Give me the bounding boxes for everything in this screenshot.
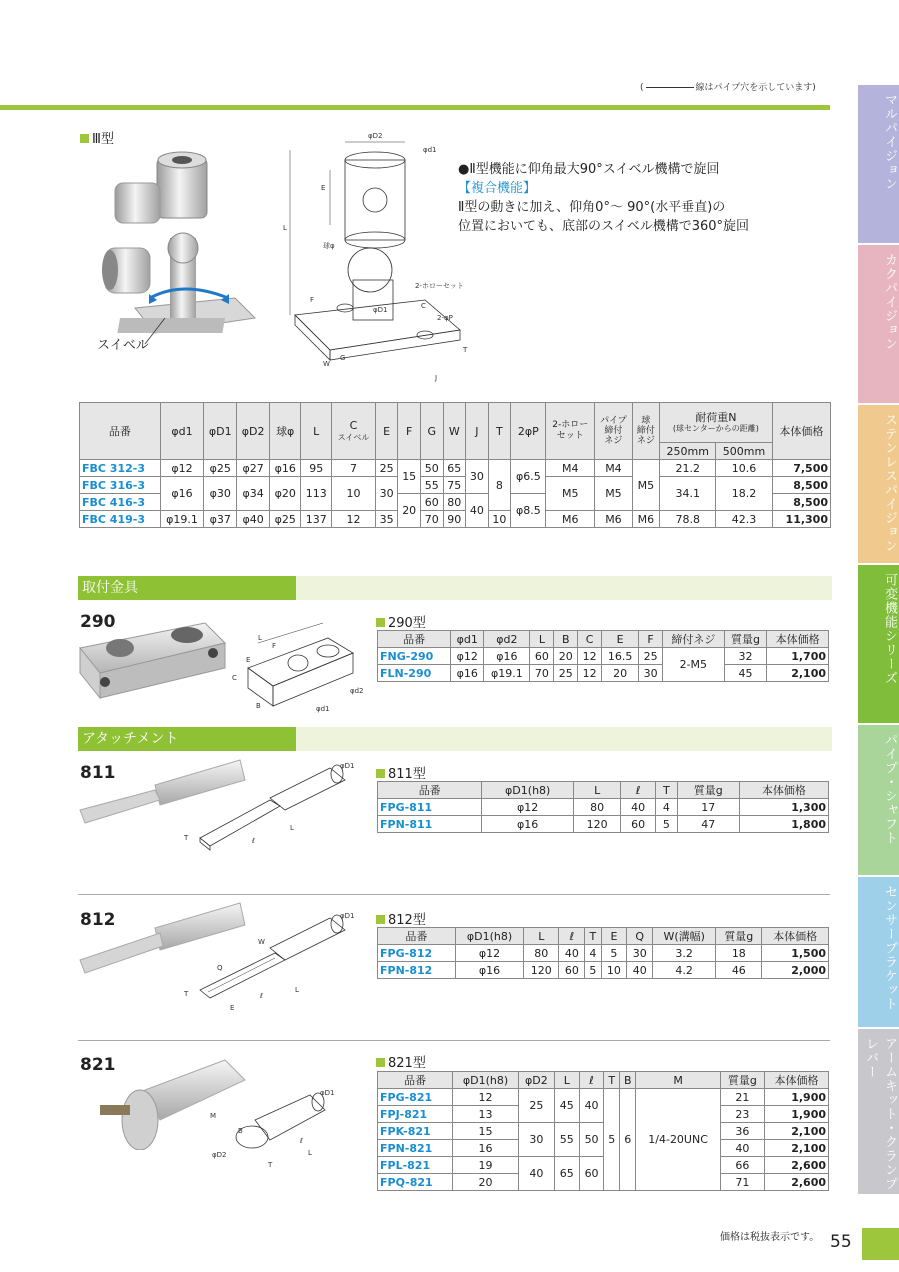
page-number-tab <box>862 1228 899 1260</box>
dim-label-L: L <box>308 1149 312 1157</box>
a821-type-label: 821型 <box>376 1052 426 1071</box>
table-row: FPN-812 φ16 120 60 5 10 40 4.2 46 2,000 <box>378 962 829 979</box>
dim-label-l: ℓ <box>252 837 255 845</box>
pipe-line-note: ( 線はパイプ穴を示しています) <box>640 83 816 93</box>
dim-label-hollow-set: 2-ホローセット <box>415 282 464 290</box>
dim-label-B: B <box>256 702 261 710</box>
a812-number: 812 <box>80 910 116 930</box>
a812-table: 品番 φD1(h8) L ℓ T E Q W(溝幅) 質量g 本体価格 FPG-812 φ12 80 40 4 5 30 3.2 18 1,500 FPN-812 φ16 120 60 5 10 40 4.2 46 2,000 <box>377 927 829 979</box>
dim-label-D1: φD1 <box>320 1089 335 1097</box>
dim-label-l: ℓ <box>260 992 263 1000</box>
mount-290-photo <box>75 618 230 703</box>
dim-label-C: C <box>421 302 426 310</box>
dim-label-T: T <box>184 834 189 842</box>
dim-label-P: 2-φP <box>437 314 453 322</box>
dim-label-T: T <box>268 1161 273 1169</box>
sidebar-tab-marupaijon[interactable]: マルパイジョン <box>858 85 899 243</box>
dim-label-F: F <box>310 296 315 304</box>
desc-head: 【複合機能】 <box>458 181 537 196</box>
dim-label-M: M <box>210 1112 217 1120</box>
dim-label-l: ℓ <box>300 1137 303 1145</box>
dim-label-E: E <box>230 1004 235 1012</box>
section-mount: 取付金具 <box>78 576 832 600</box>
table-row: FPL-821 19 40 65 60 66 2,600 <box>378 1157 829 1174</box>
table-row: FPJ-821 13 23 1,900 <box>378 1106 829 1123</box>
a812-type-label: 812型 <box>376 909 426 928</box>
table-row: FPQ-821 20 71 2,600 <box>378 1174 829 1191</box>
a811-diagram <box>180 758 360 873</box>
mount-number: 290 <box>80 612 116 632</box>
mount-290-table: 品番 φd1 φd2 L B C E F 締付ネジ 質量g 本体価格 FNG-290 φ12 φ16 60 20 12 16.5 25 2-M5 32 1,700 FLN-290 φ16 φ19.1 70 25 12 20 30 45 2,100 <box>377 630 829 682</box>
table-row: FBC 316-3 φ16 φ30 φ34 φ20 113 10 30 55 75 M5 M5 34.1 18.2 8,500 <box>80 477 831 494</box>
dim-label-d1: φd1 <box>423 146 437 154</box>
dim-label-Q: Q <box>217 964 223 972</box>
table-row: FNG-290 φ12 φ16 60 20 12 16.5 25 2-M5 32 1,700 <box>378 648 829 665</box>
dim-label-d2: φd2 <box>350 687 364 695</box>
dim-label-L: L <box>295 986 299 994</box>
dim-label-ball: 球φ <box>323 242 335 250</box>
table-row: FPG-821 12 25 45 40 5 6 1/4-20UNC 21 1,900 <box>378 1089 829 1106</box>
dim-label-T: T <box>463 346 468 354</box>
type3-spec-table: 品番 φd1 φD1 φD2 球φ L C スイベル E F G W J T 2φP 2-ホロー セット パイプ 締付 ネジ 球 締付 ネジ 耐荷重N (球センターからの距離) 本体価格 250mm 500mm FBC 312-3 φ12 φ25 φ27 φ16 95 7 25 15 50 65 30 8 φ6.5 M4 M4 M5 21.2 10.6 7,500 FBC 316-3 φ16 φ30 φ34 φ20 113 10 30 55 75 M5 M5 34.1 18.2 8,500 FBC 416-3 20 60 80 40 φ8.5 8,500 FBC 419-3 φ19.1 φ37 φ40 φ25 137 12 35 70 90 10 M6 M6 M6 78.8 42.3 11,300 <box>79 402 831 528</box>
a811-type-label: 811型 <box>376 763 426 782</box>
type3-description <box>458 160 749 236</box>
table-row: FPN-821 16 40 2,100 <box>378 1140 829 1157</box>
dim-label-D1: φD1 <box>340 912 355 920</box>
table-row: FPG-811 φ12 80 40 4 17 1,300 <box>378 799 829 816</box>
table-row: FBC 416-3 20 60 80 40 φ8.5 8,500 <box>80 494 831 511</box>
table-row: FPK-821 15 30 55 50 36 2,100 <box>378 1123 829 1140</box>
a821-number: 821 <box>80 1055 116 1075</box>
dim-label-T: T <box>184 990 189 998</box>
dim-label-J: J <box>435 374 438 382</box>
a811-table: 品番 φD1(h8) L ℓ T 質量g 本体価格 FPG-811 φ12 80 40 4 17 1,300 FPN-811 φ16 120 60 5 47 1,800 <box>377 781 829 833</box>
sidebar-tab-kakupaijon[interactable]: カクパイジョン <box>858 245 899 403</box>
dim-label-D2: φD2 <box>368 132 383 140</box>
divider <box>78 894 830 895</box>
table-row: FBC 419-3 φ19.1 φ37 φ40 φ25 137 12 35 70 90 10 M6 M6 M6 78.8 42.3 11,300 <box>80 511 831 528</box>
dim-label-D2: φD2 <box>212 1151 227 1159</box>
desc-line2: Ⅱ型の動きに加え、仰角0°～ 90°(水平垂直)の <box>458 200 726 215</box>
table-row: FPG-812 φ12 80 40 4 5 30 3.2 18 1,500 <box>378 945 829 962</box>
dim-label-L: L <box>258 634 262 642</box>
dim-label-L: L <box>283 224 287 232</box>
dim-label-W: W <box>258 938 265 946</box>
dim-label-C: C <box>232 674 237 682</box>
dim-label-L: L <box>290 824 294 832</box>
type3-product-photo <box>95 148 270 358</box>
dim-label-F: F <box>272 642 277 650</box>
sidebar-tab-pipe-shaft[interactable]: パイプ・シャフト <box>858 725 899 875</box>
desc-line3: 位置においても、底部のスイベル機構で360°旋回 <box>458 219 750 234</box>
divider <box>78 1040 830 1041</box>
sidebar-tab-variable-series[interactable]: 可変機能シリーズ <box>858 565 899 723</box>
type3-title: Ⅲ型 <box>80 128 114 147</box>
a821-table: 品番 φD1(h8) φD2 L ℓ T B M 質量g 本体価格 FPG-821 12 25 45 40 5 6 1/4-20UNC 21 1,900 FPJ-821 13 23 1,900 FPK-821 15 30 55 50 36 2,100 FPN-821 16 40 2,100 FPL-821 19 40 65 60 66 2,600 FPQ-821 20 71 2,600 <box>377 1071 829 1191</box>
dim-label-E: E <box>246 656 251 664</box>
page-number: 55 <box>830 1232 852 1252</box>
table-row: FBC 312-3 φ12 φ25 φ27 φ16 95 7 25 15 50 65 30 8 φ6.5 M4 M4 M5 21.2 10.6 7,500 <box>80 460 831 477</box>
sidebar-tab-stainless[interactable]: ステンレスパイジョン <box>858 405 899 563</box>
swivel-label: スイベル <box>97 338 149 353</box>
a811-number: 811 <box>80 763 116 783</box>
sidebar-tab-sensor-bracket[interactable]: センサーブラケット <box>858 877 899 1027</box>
dim-label-D1: φD1 <box>373 306 388 314</box>
header-rule <box>0 105 830 110</box>
type3-dimension-diagram <box>275 130 475 400</box>
section-attachment: アタッチメント <box>78 727 832 751</box>
a821-diagram <box>200 1085 370 1180</box>
dim-label-d1: φd1 <box>316 705 330 713</box>
desc-line1: ●Ⅱ型機能に仰角最大90°スイベル機構で旋回 <box>458 162 720 177</box>
mount-type-label: 290型 <box>376 612 426 631</box>
dim-label-G: G <box>340 354 346 362</box>
dim-label-D1: φD1 <box>340 762 355 770</box>
sidebar-tab-arm-kit[interactable]: アームキット・クランプレバー <box>858 1029 899 1194</box>
table-row: FPN-811 φ16 120 60 5 47 1,800 <box>378 816 829 833</box>
mount-290-diagram <box>228 618 378 718</box>
a812-diagram <box>180 908 370 1023</box>
table-row: FLN-290 φ16 φ19.1 70 25 12 20 30 45 2,100 <box>378 665 829 682</box>
dim-label-E: E <box>321 184 326 192</box>
tax-note: 価格は税抜表示です。 <box>720 1232 820 1243</box>
dim-label-B: B <box>238 1127 243 1135</box>
dim-label-W: W <box>323 360 330 368</box>
